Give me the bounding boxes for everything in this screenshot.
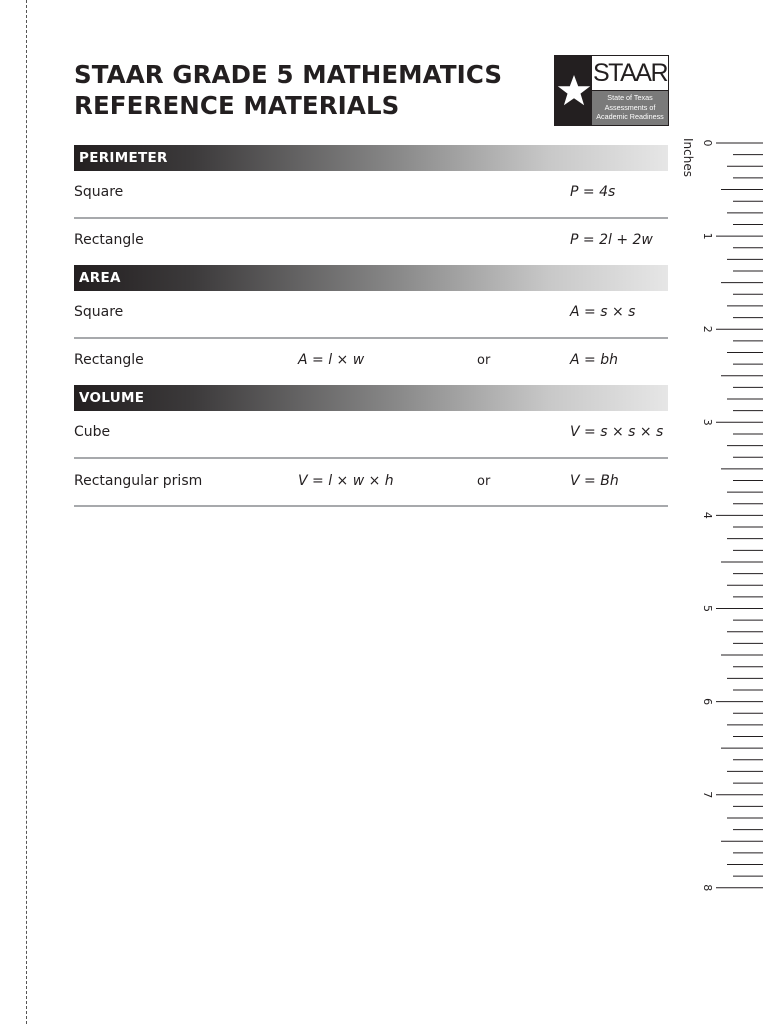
page-title xyxy=(74,59,544,121)
or-label: or xyxy=(477,474,491,489)
formula-row xyxy=(74,171,668,219)
logo-subtitle-line: Academic Readiness xyxy=(596,112,664,121)
ruler-number: 3 xyxy=(701,418,714,426)
staar-logo xyxy=(554,55,669,126)
formula: V = s × s × s xyxy=(570,424,664,440)
ruler-unit-label: Inches xyxy=(681,138,695,177)
title-line-2: REFERENCE MATERIALS xyxy=(74,91,400,120)
cut-line xyxy=(26,0,27,1024)
ruler-number: 4 xyxy=(701,511,714,519)
star-icon xyxy=(556,73,592,109)
title-line-1: STAAR GRADE 5 MATHEMATICS xyxy=(74,60,503,89)
formula-alt: A = l × w xyxy=(298,352,365,368)
formula: V = Bh xyxy=(570,473,619,489)
ruler-number: 7 xyxy=(701,791,714,799)
shape-name: Rectangle xyxy=(74,232,144,248)
ruler-number: 5 xyxy=(701,605,714,612)
ruler-number: 8 xyxy=(701,884,714,892)
ruler-number: 1 xyxy=(701,232,714,240)
shape-name: Square xyxy=(74,304,124,320)
section-header-volume: VOLUME xyxy=(74,385,668,411)
section-header-area: AREA xyxy=(74,265,668,291)
ruler-number: 0 xyxy=(701,139,714,147)
formula-row xyxy=(74,339,668,385)
ruler-number: 6 xyxy=(701,698,714,706)
shape-name: Rectangle xyxy=(74,352,144,368)
logo-subtitle-line: Assessments of xyxy=(604,102,656,112)
inch-ruler xyxy=(680,0,768,1024)
ruler-number: 2 xyxy=(701,325,714,333)
logo-subtitle xyxy=(592,91,668,125)
logo-wordmark: STAAR xyxy=(592,56,668,90)
formula-alt: V = l × w × h xyxy=(298,473,394,489)
formula: A = s × s xyxy=(570,304,636,320)
or-label: or xyxy=(477,353,491,368)
formula-row xyxy=(74,291,668,339)
section-header-perimeter: PERIMETER xyxy=(74,145,668,171)
shape-name: Rectangular prism xyxy=(74,473,203,489)
formula-row xyxy=(74,459,668,507)
shape-name: Square xyxy=(74,184,124,200)
logo-subtitle-line: State of Texas xyxy=(607,93,653,102)
reference-table xyxy=(74,145,668,507)
formula: P = 4s xyxy=(570,184,616,200)
formula-row xyxy=(74,411,668,459)
formula: P = 2l + 2w xyxy=(570,232,653,248)
formula: A = bh xyxy=(570,352,618,368)
shape-name: Cube xyxy=(74,424,111,440)
formula-row xyxy=(74,219,668,265)
